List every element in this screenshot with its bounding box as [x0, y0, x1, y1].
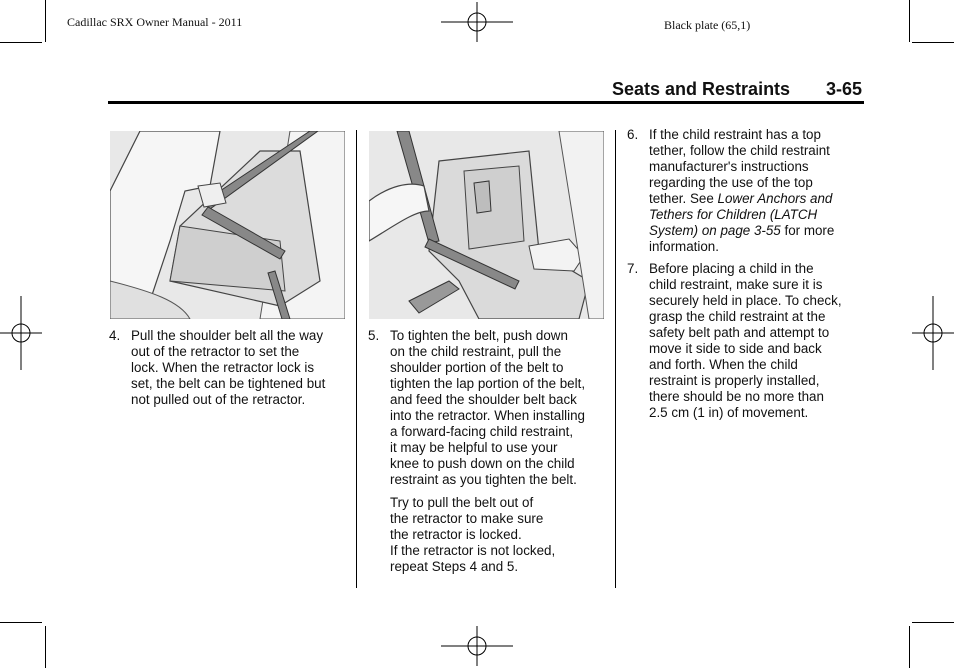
crop-mark	[909, 626, 910, 668]
text-line: manufacturer's instructions	[649, 159, 809, 174]
text-line: and forth. When the child	[649, 357, 798, 372]
text-line: not pulled out of the retractor.	[131, 392, 306, 407]
text-line: it may be helpful to use your	[390, 440, 558, 455]
text-line: out of the retractor to set the	[131, 344, 300, 359]
step-number: 4.	[109, 328, 121, 343]
text-line: there should be no more than	[649, 389, 824, 404]
text-line: move it side to side and back	[649, 341, 822, 356]
illustration-shoulder-belt-pull	[110, 131, 345, 319]
text-line	[649, 191, 834, 207]
text-line: the retractor to make sure	[390, 511, 544, 526]
step-5-note	[390, 495, 555, 575]
text-line: on the child restraint, pull the	[390, 344, 562, 359]
crop-mark	[0, 622, 42, 623]
text-line: knee to push down on the child	[390, 456, 575, 471]
crop-mark	[0, 42, 42, 43]
text-line: grasp the child restraint at the	[649, 309, 826, 324]
step-number: 7.	[627, 261, 639, 276]
column-divider	[615, 130, 616, 588]
text-line: a forward-facing child restraint,	[390, 424, 574, 439]
text-line: If the child restraint has a top	[649, 127, 821, 142]
step-text	[649, 127, 834, 255]
text-line: 2.5 cm (1 in) of movement.	[649, 405, 809, 420]
text-line: repeat Steps 4 and 5.	[390, 559, 519, 574]
text-line: set, the belt can be tightened but	[131, 376, 326, 391]
text-line: Before placing a child in the	[649, 261, 814, 276]
text-line: tether, follow the child restraint	[649, 143, 830, 158]
text-line: the retractor is locked.	[390, 527, 522, 542]
page-number: 3-65	[826, 79, 863, 99]
crop-mark	[912, 622, 954, 623]
text-line: child restraint, make sure it is	[649, 277, 823, 292]
crop-mark	[45, 0, 46, 42]
text-line: restraint as you tighten the belt.	[390, 472, 577, 487]
text-plain: tether. See	[649, 191, 718, 206]
crop-mark	[909, 0, 910, 42]
manual-title: Cadillac SRX Owner Manual - 2011	[67, 15, 243, 29]
text-line: Try to pull the belt out of	[390, 495, 534, 510]
step-text	[390, 328, 585, 488]
illustration-tighten-belt	[369, 131, 604, 319]
crop-mark	[912, 42, 954, 43]
text-line: regarding the use of the top	[649, 175, 813, 190]
text-line: lock. When the retractor lock is	[131, 360, 315, 375]
text-line: restraint is properly installed,	[649, 373, 820, 388]
text-line: securely held in place. To check,	[649, 293, 842, 308]
registration-mark-right	[912, 296, 954, 370]
text-line: safety belt path and attempt to	[649, 325, 830, 340]
step-text	[649, 261, 842, 421]
cross-reference-link[interactable]: Tethers for Children (LATCH	[649, 207, 818, 222]
cross-reference-link[interactable]: Lower Anchors and	[717, 191, 833, 206]
text-line	[649, 207, 834, 223]
text-line: Pull the shoulder belt all the way	[131, 328, 324, 343]
text-line: into the retractor. When installing	[390, 408, 586, 423]
text-line: If the retractor is not locked,	[390, 543, 556, 558]
registration-mark-top	[441, 2, 513, 42]
step-number: 5.	[368, 328, 380, 343]
plate-label: Black plate (65,1)	[664, 18, 751, 32]
crop-mark	[45, 626, 46, 668]
step-text	[131, 328, 325, 408]
step-number: 6.	[627, 127, 639, 142]
section-title: Seats and Restraints	[612, 79, 791, 99]
text-line: information.	[649, 239, 719, 254]
text-line: and feed the shoulder belt back	[390, 392, 577, 407]
registration-mark-left	[0, 296, 42, 370]
header-rule	[108, 101, 864, 104]
text-line: shoulder portion of the belt to	[390, 360, 564, 375]
column-divider	[356, 130, 357, 588]
text-line: To tighten the belt, push down	[390, 328, 568, 343]
text-plain: for more	[780, 223, 835, 238]
cross-reference-link[interactable]: System) on page 3-55	[649, 223, 781, 238]
registration-mark-bottom	[441, 626, 513, 666]
text-line: tighten the lap portion of the belt,	[390, 376, 586, 391]
text-line	[649, 223, 834, 239]
